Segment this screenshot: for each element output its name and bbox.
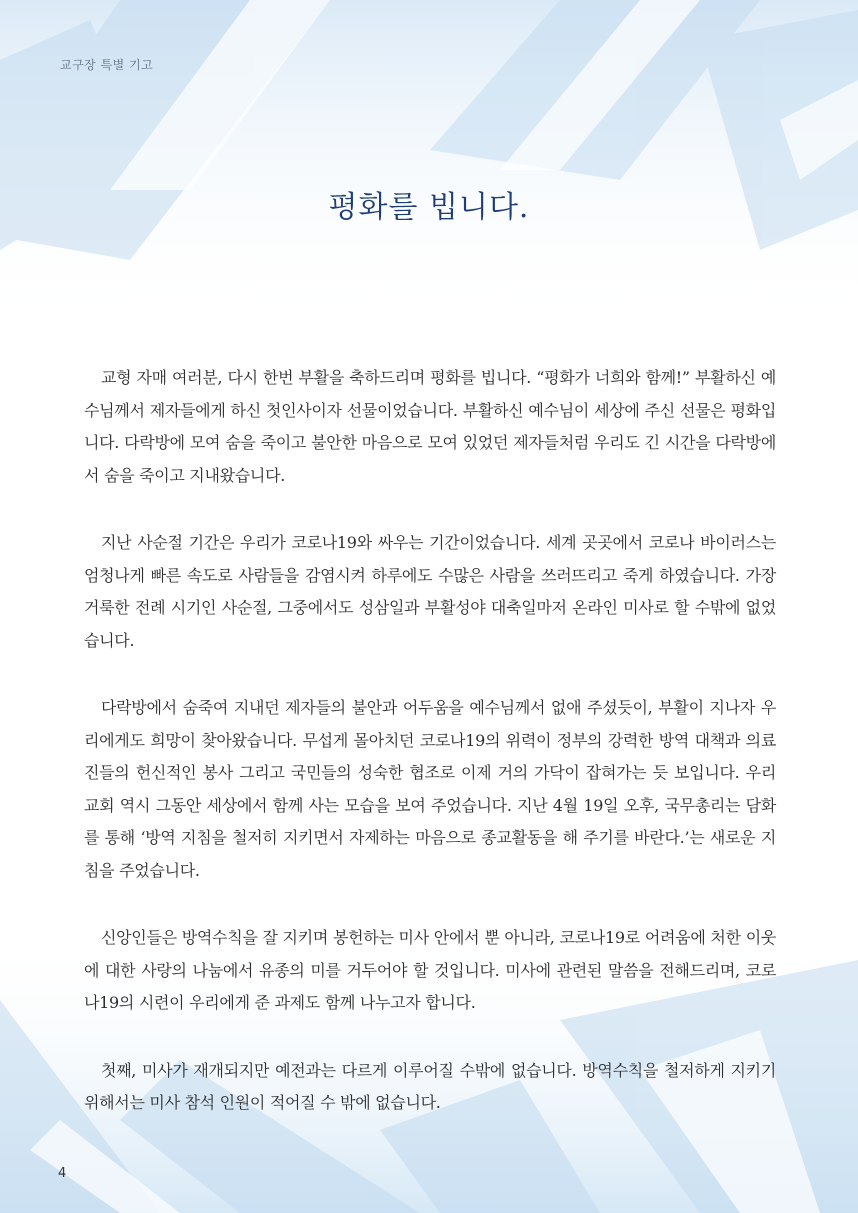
article-paragraph: 신앙인들은 방역수칙을 잘 지키며 봉헌하는 미사 안에서 뿐 아니라, 코로나19로 어려움에 처한 이웃에 대한 사랑의 나눔에서 유종의 미를 거두어야 할 것입니다. 미사에 관련된 말씀을 전해드리며, 코로나19의 시련이 우리에게 준 과제도 함께 나누고자 합니다. — [84, 928, 776, 1012]
article-paragraph: 다락방에서 숨죽여 지내던 제자들의 불안과 어두움을 예수님께서 없애 주셨듯이, 부활이 지나자 우리에게도 희망이 찾아왔습니다. 무섭게 몰아치던 코로나19의 위력이 정부의 강력한 방역 대책과 의료진들의 헌신적인 봉사 그리고 국민들의 성숙한 협조로 이제 거의 가닥이 잡혀가는 듯 보입니다. 우리 교회 역시 그동안 세상에서 함께 사는 모습을 보여 주었습니다. 지난 4월 19일 오후, 국무총리는 담화를 통해 ‘방역 지침을 철저히 지키면서 자제하는 마음으로 종교활동을 해 주기를 바란다.’는 새로운 지침을 주었습니다. — [84, 698, 776, 880]
article-paragraph: 교형 자매 여러분, 다시 한번 부활을 축하드리며 평화를 빕니다. “평화가 너희와 함께!” 부활하신 예수님께서 제자들에게 하신 첫인사이자 선물이었습니다. 부활하신 예수님이 세상에 주신 선물은 평화입니다. 다락방에 모여 숨을 죽이고 불안한 마음으로 모여 있었던 제자들처럼 우리도 긴 시간을 다락방에서 숨을 죽이고 지내왔습니다. — [84, 368, 776, 485]
article-title: 평화를 빕니다. — [328, 190, 530, 225]
article-paragraph: 첫째, 미사가 재개되지만 예전과는 다르게 이루어질 수밖에 없습니다. 방역수칙을 철저하게 지키기 위해서는 미사 참석 인원이 적어질 수 밖에 없습니다. — [84, 1060, 776, 1112]
page-number: 4 — [58, 1166, 67, 1181]
article-body — [84, 362, 776, 1155]
article-paragraph: 지난 사순절 기간은 우리가 코로나19와 싸우는 기간이었습니다. 세계 곳곳에서 코로나 바이러스는 엄청나게 빠른 속도로 사람들을 감염시켜 하루에도 수많은 사람을 쓰러뜨리고 죽게 하였습니다. 가장 거룩한 전례 시기인 사순절, 그중에서도 성삼일과 부활성야 대축일마저 온라인 미사로 할 수밖에 없었습니다. — [84, 533, 776, 650]
section-label: 교구장 특별 기고 — [60, 58, 154, 72]
